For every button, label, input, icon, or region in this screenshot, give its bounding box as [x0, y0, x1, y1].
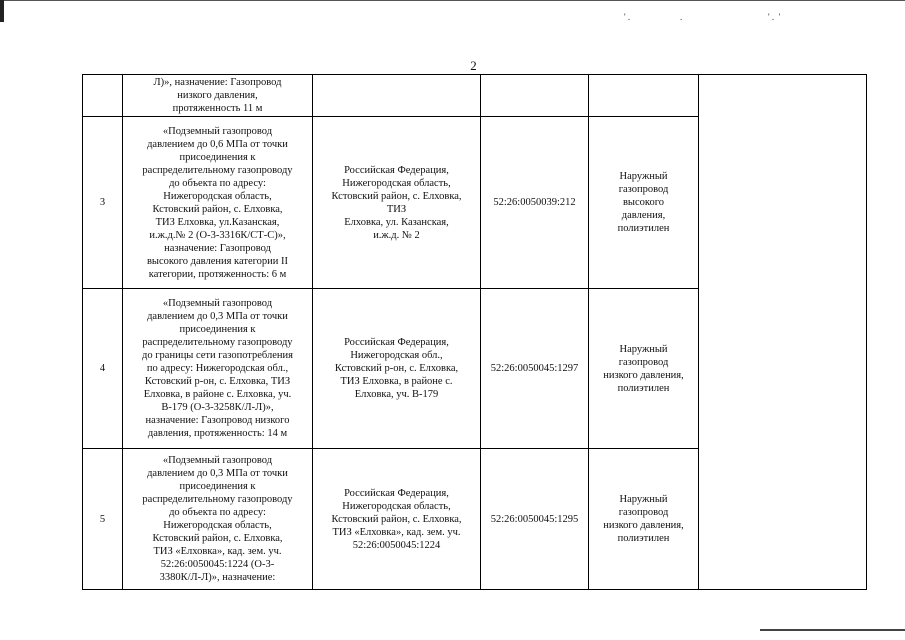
object-name-cell-line: присоединения к	[179, 324, 256, 335]
object-name-cell-line: давлением до 0,6 МПа от точки	[147, 138, 288, 150]
address-cell-line: Российская Федерация,	[344, 337, 449, 348]
cadastral-number-cell: 52:26:0050045:1295	[481, 449, 589, 590]
address-cell-line: Нижегородская область,	[342, 177, 451, 189]
object-name-cell-line: «Подземный газопровод	[162, 298, 273, 309]
description-cell-line: газопровод	[618, 356, 669, 368]
description-cell-line: полиэтилен	[617, 533, 670, 544]
scan-corner-mark	[0, 0, 4, 22]
object-name-cell-line: распределительному газопроводу	[142, 164, 293, 176]
description-cell-line: низкого давления,	[603, 369, 684, 381]
object-name-cell-line: «Подземный газопровод	[162, 455, 273, 466]
description-cell-line: низкого давления,	[603, 520, 684, 531]
description-cell	[589, 449, 699, 590]
object-name-cell-line: протяженность 11 м	[172, 103, 263, 114]
address-cell-line: Кстовский район, с. Елховка,	[331, 513, 462, 525]
object-name-cell-line: давлением до 0,3 МПа от точки	[147, 468, 288, 479]
object-name-cell	[123, 289, 313, 449]
address-cell-line: Елховка, уч. В-179	[354, 389, 439, 400]
description-cell-line: полиэтилен	[617, 223, 670, 234]
scan-top-edge	[4, 0, 905, 1]
cadastral-number-cell: 52:26:0050045:1297	[481, 289, 589, 449]
object-name-cell	[123, 117, 313, 289]
scan-speck: ' . '	[768, 12, 781, 22]
object-name-cell-line: присоединения к	[179, 481, 256, 492]
object-name-cell-line: Елховка, в районе с. Елховка, уч.	[143, 389, 292, 400]
address-cell-line: Кстовский р-он, с. Елховка,	[334, 363, 459, 374]
object-name-cell	[123, 449, 313, 590]
table-row	[83, 75, 867, 117]
address-cell	[313, 449, 481, 590]
empty-side-column	[699, 75, 867, 590]
address-cell	[313, 117, 481, 289]
object-name-cell-line: до объекта по адресу:	[169, 507, 266, 518]
description-cell	[589, 289, 699, 449]
object-name-cell-line: ТИЗ «Елховка», кад. зем. уч.	[153, 546, 282, 557]
description-cell-line: газопровод	[618, 184, 669, 195]
scan-speck: .	[680, 12, 683, 22]
object-name-cell-line: низкого давления,	[177, 90, 258, 101]
address-cell-line: Нижегородская обл.,	[350, 350, 443, 361]
object-name-cell-line: давления, протяженность: 14 м	[147, 428, 288, 439]
address-cell-line: ТИЗ	[386, 203, 407, 215]
object-name-cell-line: назначение: Газопровод низкого	[145, 415, 290, 426]
object-name-cell-line: распределительному газопроводу	[142, 337, 293, 348]
address-cell-line: Российская Федерация,	[344, 164, 449, 176]
scan-speck: ' .	[624, 12, 631, 22]
object-name-cell-line: В-179 (О-3-3258К/Л-Л)»,	[161, 402, 274, 413]
address-cell-line: Елховка, ул. Казанская,	[344, 216, 449, 228]
object-name-cell-line: высокого давления категории II	[146, 255, 289, 267]
object-name-cell-line: присоединения к	[179, 151, 256, 163]
description-cell	[589, 75, 699, 117]
object-name-cell	[123, 75, 313, 117]
row-number-cell	[83, 75, 123, 117]
object-name-cell-line: назначение: Газопровод	[164, 242, 271, 254]
row-number-cell: 5	[83, 449, 123, 590]
table-body	[83, 75, 867, 590]
object-name-cell-line: распределительному газопроводу	[142, 494, 293, 505]
address-cell-line: ТИЗ «Елховка», кад. зем. уч.	[332, 526, 461, 538]
address-cell-line: Нижегородская область,	[342, 500, 451, 512]
object-name-cell-line: 52:26:0050045:1224 (О-3-	[160, 559, 275, 570]
cadastral-number-cell	[481, 75, 589, 117]
object-name-cell-line: до объекта по адресу:	[169, 177, 266, 189]
address-cell	[313, 289, 481, 449]
cadastral-number-cell: 52:26:0050039:212	[481, 117, 589, 289]
address-cell	[313, 75, 481, 117]
row-number-cell: 4	[83, 289, 123, 449]
object-name-cell-line: Кстовский район, с. Елховка,	[152, 533, 283, 544]
object-table	[82, 74, 867, 590]
page-number: 2	[470, 58, 477, 73]
address-cell-line: и.ж.д. № 2	[373, 229, 420, 241]
address-cell-line: 52:26:0050045:1224	[352, 539, 441, 551]
object-name-cell-line: Кстовский район, с. Елховка,	[152, 203, 283, 215]
object-name-cell-line: ТИЗ Елховка, ул.Казанская,	[155, 216, 280, 228]
object-name-cell-line: «Подземный газопровод	[162, 125, 273, 137]
object-name-cell-line: Нижегородская область,	[163, 520, 272, 531]
object-name-cell-line: 3380К/Л-Л)», назначение:	[159, 572, 276, 583]
address-cell-line: Российская Федерация,	[344, 487, 449, 499]
object-name-cell-line: по адресу: Нижегородская обл.,	[146, 363, 289, 374]
description-cell-line: Наружный	[619, 171, 668, 182]
description-cell-line: Наружный	[619, 494, 668, 505]
object-name-cell-line: и.ж.д.№ 2 (О-3-3316К/СТ-С)»,	[149, 229, 286, 241]
description-cell-line: высокого	[622, 197, 665, 208]
description-cell	[589, 117, 699, 289]
object-name-cell-line: до границы сети газопотребления	[142, 350, 293, 361]
object-name-cell-line: категории, протяженность: 6 м	[148, 268, 287, 280]
object-name-cell-line: Л)», назначение: Газопровод	[153, 77, 282, 88]
scan-bottom-edge	[760, 629, 905, 631]
object-name-cell-line: Кстовский р-он, с. Елховка, ТИЗ	[144, 376, 291, 387]
description-cell-line: полиэтилен	[617, 382, 670, 394]
description-cell-line: давления,	[621, 210, 666, 221]
object-name-cell-line: давлением до 0,3 МПа от точки	[147, 311, 288, 322]
description-cell-line: Наружный	[619, 343, 668, 355]
address-cell-line: ТИЗ Елховка, в районе с.	[340, 376, 453, 387]
address-cell-line: Кстовский район, с. Елховка,	[331, 190, 462, 202]
object-name-cell-line: Нижегородская область,	[163, 190, 272, 202]
description-cell-line: газопровод	[618, 507, 669, 518]
row-number-cell: 3	[83, 117, 123, 289]
